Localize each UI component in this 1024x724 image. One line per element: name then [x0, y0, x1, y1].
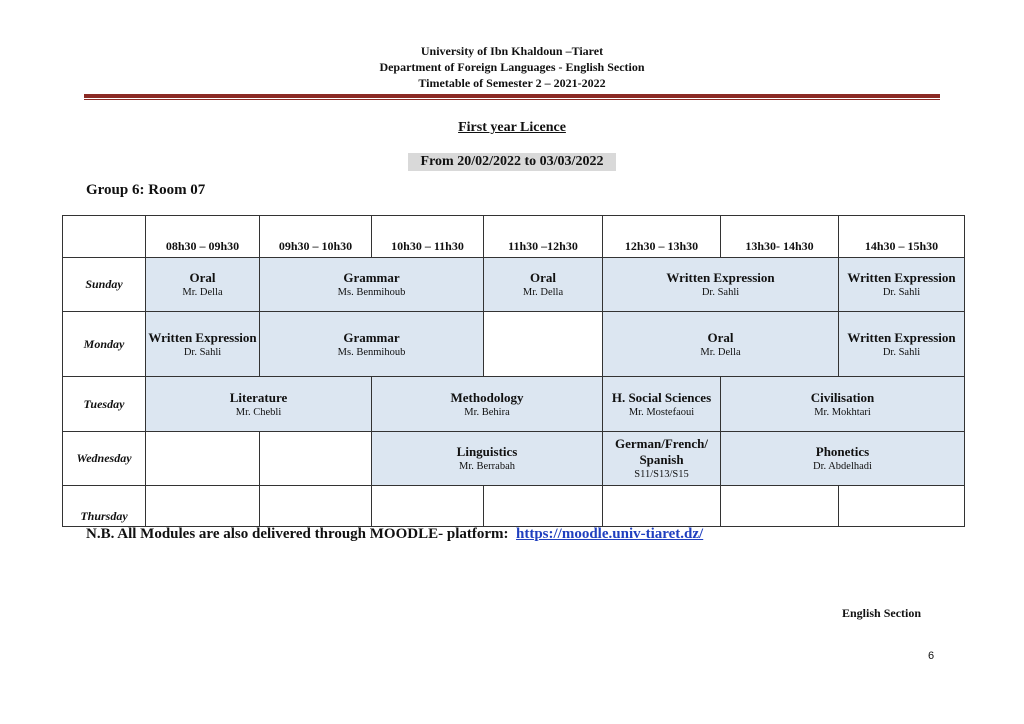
time-slot: 12h30 – 13h30	[603, 216, 721, 258]
session-cell	[260, 312, 484, 377]
empty-cell	[839, 486, 965, 527]
header-department: Department of Foreign Languages - English Section	[379, 60, 645, 74]
time-slot: 11h30 –12h30	[484, 216, 603, 258]
row-monday	[63, 312, 965, 377]
module-name: Written Expression	[148, 329, 257, 345]
module-name: H. Social Sciences	[611, 389, 712, 405]
teacher-name: Mr. Della	[182, 287, 223, 298]
teacher-name: Mr. Chebli	[235, 406, 282, 418]
moodle-note	[86, 526, 703, 543]
time-slot: 14h30 – 15h30	[839, 216, 965, 258]
session-cell	[260, 258, 484, 312]
date-range: From 20/02/2022 to 03/03/2022	[408, 153, 616, 171]
session-cell	[484, 258, 603, 312]
row-tuesday	[63, 377, 965, 432]
empty-cell	[721, 486, 839, 527]
empty-cell	[260, 486, 372, 527]
header-row	[63, 216, 965, 258]
teacher-name: Mr. Berrabah	[459, 461, 515, 472]
empty-cell	[372, 486, 484, 527]
note-text: N.B. All Modules are also delivered through MOODLE- platform:	[86, 526, 509, 542]
module-name: Written Expression	[847, 329, 956, 345]
module-name: Written Expression	[847, 270, 956, 285]
module-name: Phonetics	[815, 444, 870, 459]
module-name: Literature	[229, 389, 288, 405]
module-name: German/French/ Spanish	[615, 436, 708, 467]
teacher-name: Dr. Sahli	[882, 346, 921, 358]
teacher-name: Ms. Benmihoub	[337, 346, 406, 358]
day-wednesday: Wednesday	[63, 432, 146, 486]
module-name: Oral	[530, 270, 556, 285]
session-cell	[146, 258, 260, 312]
time-slot: 13h30- 14h30	[721, 216, 839, 258]
session-cell	[603, 377, 721, 432]
session-cell	[603, 258, 839, 312]
page-number: 6	[928, 650, 935, 662]
session-cell	[721, 377, 965, 432]
teacher-name: S11/S13/S15	[634, 469, 689, 480]
module-name: Methodology	[450, 389, 524, 405]
teacher-name: Mr. Mostefaoui	[628, 406, 695, 418]
teacher-name: Mr. Della	[522, 287, 564, 298]
empty-cell	[146, 432, 260, 486]
teacher-name: Dr. Sahli	[701, 287, 740, 298]
empty-cell	[484, 486, 603, 527]
group-label: Group 6: Room 07	[86, 182, 206, 198]
corner-cell	[63, 216, 146, 258]
day-monday: Monday	[63, 312, 146, 377]
session-cell	[372, 377, 603, 432]
module-name: Oral	[707, 329, 734, 345]
timetable	[62, 215, 965, 527]
session-cell	[146, 312, 260, 377]
time-slot: 08h30 – 09h30	[146, 216, 260, 258]
row-wednesday	[63, 432, 965, 486]
module-name: Linguistics	[456, 444, 518, 459]
teacher-name: Mr. Mokhtari	[814, 406, 871, 418]
session-cell	[603, 312, 839, 377]
session-cell	[839, 312, 965, 377]
module-name: Grammar	[343, 329, 400, 345]
module-name: Grammar	[343, 270, 400, 285]
day-sunday: Sunday	[63, 258, 146, 312]
teacher-name: Dr. Sahli	[882, 287, 921, 298]
page-title: First year Licence	[458, 120, 566, 135]
session-cell	[146, 377, 372, 432]
header-rule-thin	[84, 99, 940, 100]
row-sunday	[63, 258, 965, 312]
module-name: Oral	[189, 270, 216, 285]
time-slot: 10h30 – 11h30	[372, 216, 484, 258]
teacher-name: Mr. Behira	[464, 406, 510, 418]
row-thursday	[63, 486, 965, 527]
header-university: University of Ibn Khaldoun –Tiaret	[420, 44, 604, 58]
session-cell	[721, 432, 965, 486]
day-thursday: Thursday	[63, 486, 146, 527]
session-cell	[372, 432, 603, 486]
teacher-name: Dr. Abdelhadi	[813, 461, 872, 472]
time-slot: 09h30 – 10h30	[260, 216, 372, 258]
empty-cell	[146, 486, 260, 527]
teacher-name: Ms. Benmihoub	[337, 287, 406, 298]
header-rule-thick	[84, 94, 940, 98]
moodle-link[interactable]: https://moodle.univ-tiaret.dz/	[516, 526, 704, 542]
session-cell	[839, 258, 965, 312]
session-cell	[603, 432, 721, 486]
empty-cell	[603, 486, 721, 527]
footer-section: English Section	[842, 606, 922, 620]
module-name: Written Expression	[666, 270, 775, 285]
module-name: Civilisation	[810, 389, 875, 405]
day-tuesday: Tuesday	[63, 377, 146, 432]
teacher-name: Mr. Della	[700, 346, 741, 358]
empty-cell	[260, 432, 372, 486]
empty-cell	[484, 312, 603, 377]
teacher-name: Dr. Sahli	[183, 346, 222, 358]
header-timetable: Timetable of Semester 2 – 2021-2022	[418, 76, 606, 90]
